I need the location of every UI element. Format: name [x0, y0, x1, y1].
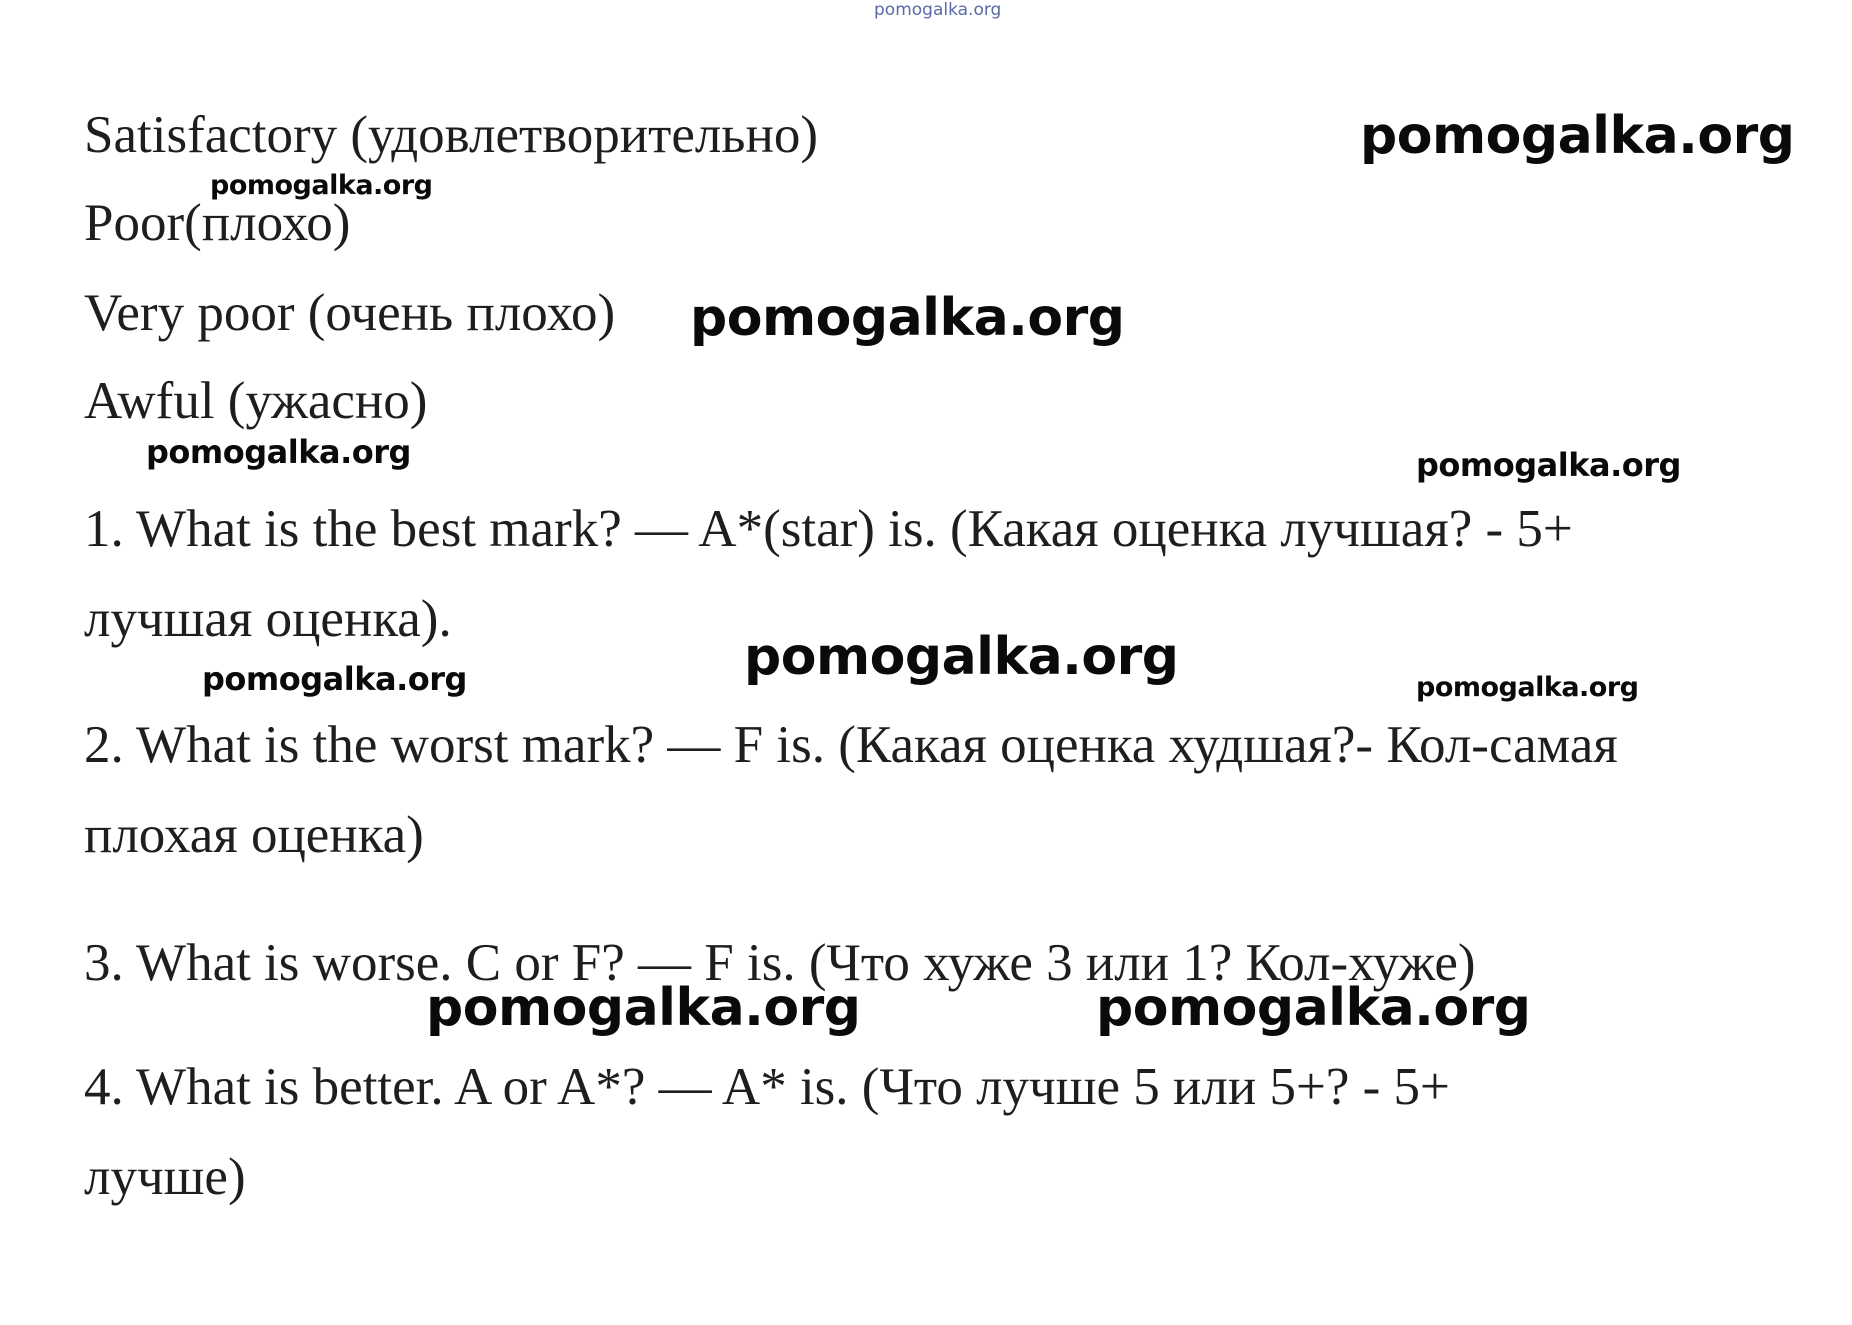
watermark-8: pomogalka.org	[1416, 672, 1639, 703]
line-satisfactory: Satisfactory (удовлетворительно)	[84, 106, 818, 164]
question-4-line-1: 4. What is better. A or A*? — A* is. (Что лучше 5 или 5+? - 5+	[84, 1058, 1450, 1116]
watermark-top: pomogalka.org	[874, 0, 1002, 20]
line-poor: Poor(плохо)	[84, 194, 351, 252]
line-very-poor: Very poor (очень плохо)	[84, 284, 616, 342]
watermark-6: pomogalka.org	[744, 627, 1179, 687]
watermark-4: pomogalka.org	[146, 433, 411, 471]
question-4-line-2: лучше)	[84, 1148, 246, 1206]
watermark-5: pomogalka.org	[1416, 446, 1681, 484]
watermark-2: pomogalka.org	[210, 170, 433, 201]
watermark-7: pomogalka.org	[202, 660, 467, 698]
question-1-line-2: лучшая оценка).	[84, 590, 452, 648]
question-2-line-1: 2. What is the worst mark? — F is. (Какая оценка худшая?- Кол-самая	[84, 716, 1618, 774]
question-1-line-1: 1. What is the best mark? — A*(star) is. (Какая оценка лучшая? - 5+	[84, 500, 1573, 558]
question-3-line-1: 3. What is worse. C or F? — F is. (Что хуже 3 или 1? Кол-хуже)	[84, 934, 1476, 992]
watermark-9: pomogalka.org	[426, 978, 861, 1038]
watermark-1: pomogalka.org	[1360, 106, 1795, 166]
watermark-3: pomogalka.org	[690, 288, 1125, 348]
watermark-10: pomogalka.org	[1096, 978, 1531, 1038]
question-2-line-2: плохая оценка)	[84, 806, 424, 864]
line-awful: Awful (ужасно)	[84, 372, 428, 430]
